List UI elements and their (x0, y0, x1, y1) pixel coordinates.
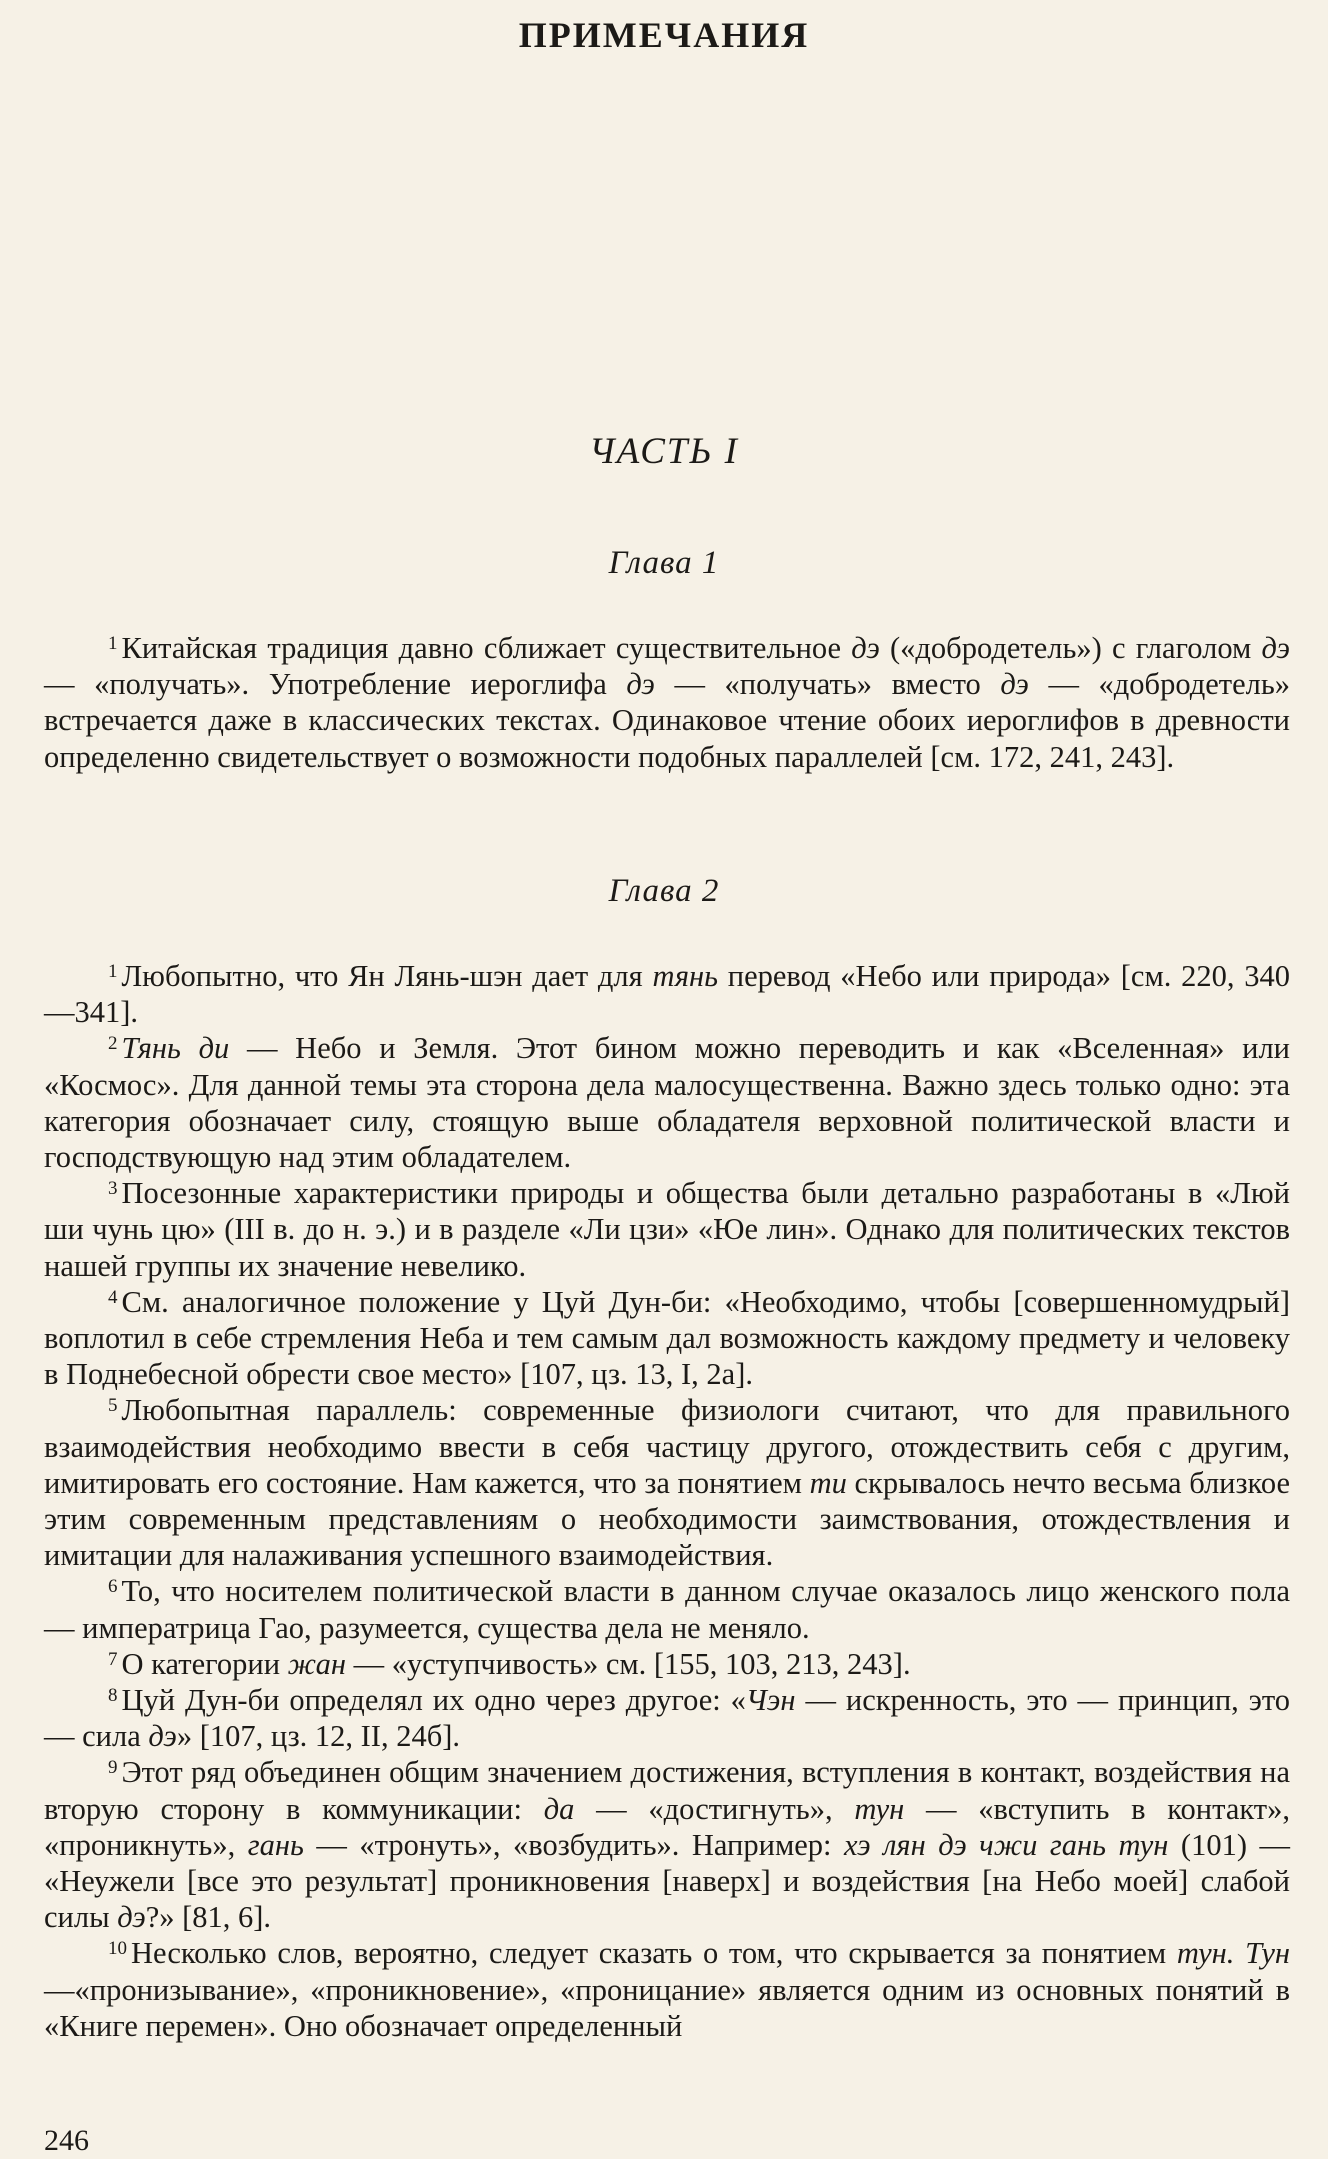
note-text: — «достигнуть», (574, 1791, 855, 1826)
note-text: Цуй Дун-би определял их одно через другое: « (121, 1683, 746, 1718)
chapter-1-title: Глава 1 (608, 545, 720, 581)
note-number: 7 (108, 1648, 118, 1670)
note-number: 5 (108, 1395, 118, 1417)
note-text: — «добродетель» встречается даже в классических текстах. Одинаковое чтение обоих иероглифов в древности определенно свидетельствует о возможности подобных параллелей [см. 172, 241, 243]. (44, 667, 1290, 774)
note-number: 6 (108, 1576, 118, 1598)
note (44, 1682, 1290, 1754)
note (44, 1392, 1290, 1573)
note-term: гань (247, 1827, 304, 1862)
chapter-2-title: Глава 2 (608, 873, 720, 909)
note-text: О категории (121, 1646, 288, 1681)
note-text: — «получать» вместо (654, 667, 1001, 702)
note-text: — Небо и Земля. Этот бином можно переводить и как «Вселенная» или «Космос». Для данной темы эта сторона дела малосущественна. Важно здесь только одно: эта категория обозначает силу, стоящую выше обладателя верховной политической власти и господствующую над этим обладателем. (44, 1031, 1290, 1175)
note-term: дэ (626, 667, 655, 702)
note-term: дэ (148, 1719, 177, 1754)
note-term: Чэн (745, 1683, 796, 1718)
note-text: » [107, цз. 12, II, 24б]. (176, 1719, 460, 1754)
note-term: тун. Тун (1176, 1936, 1290, 1971)
note-text: Посезонные характеристики природы и общества были детально разработаны в «Люй ши чунь цю» (III в. до н. э.) и в разделе «Ли цзи» «Юе лин». Однако для политических текстов нашей группы их значение невелико. (44, 1176, 1290, 1283)
note-text: — «вступить в контакт», «проникнуть», (44, 1791, 1290, 1862)
note-term: дэ (117, 1900, 146, 1935)
note-number: 9 (108, 1757, 118, 1779)
note-text: скрывалось нечто весьма близкое этим современным представлениям о необходимости заимствования, отождествления и имитации для налаживания успешного взаимодействия. (44, 1465, 1290, 1573)
note-number: 1 (108, 961, 118, 982)
note-text: — искренность, это — принцип, это — сила (44, 1683, 1290, 1754)
note-text: Любопытная параллель: современные физиологи считают, что для правильного взаимодействия необходимо ввести в себя частицу другого, отождествить себя с другим, имитировать его состояние. Нам кажется, что за понятием (44, 1393, 1290, 1500)
note-number: 8 (108, 1685, 118, 1707)
note-text: Этот ряд объединен общим значением достижения, вступления в контакт, воздействия на вторую сторону в коммуникации: (44, 1755, 1290, 1826)
note (44, 1573, 1290, 1645)
note-text: Любопытно, что Ян Лянь-шэн дает для (121, 959, 653, 993)
note-text: — «тронуть», «возбудить». Например: (303, 1827, 845, 1862)
note-term: дэ (1000, 667, 1029, 702)
note (44, 1030, 1290, 1175)
note-text: перевод «Небо или природа» [см. 220, 340—341]. (44, 959, 1290, 1030)
note-text: Китайская традиция давно сближает существительное (121, 631, 852, 665)
chapter-1-notes (44, 630, 1290, 775)
note-number: 1 (108, 633, 118, 654)
note-term: дэ (1261, 631, 1290, 665)
note-term: хэ лян дэ чжи гань тун (844, 1827, 1169, 1862)
note-term: Тянь ди (121, 1031, 230, 1066)
note-term: тун (854, 1791, 905, 1826)
note-term: да (543, 1791, 575, 1826)
page-title: ПРИМЕЧАНИЯ (518, 15, 810, 55)
note-term: жан (287, 1646, 347, 1681)
note (44, 1646, 1290, 1682)
note-text: (101) — «Неужели [все это результат] проникновения [наверх] и воздействия [на Небо моей] слабой силы (44, 1827, 1290, 1935)
note (44, 1754, 1290, 1935)
chapter-2-notes (44, 958, 1290, 2044)
note (44, 958, 1290, 1030)
note-number: 10 (108, 1938, 127, 1960)
note-text: См. аналогичное положение у Цуй Дун-би: «Необходимо, чтобы [совершенномудрый] воплотил в себе стремления Неба и тем самым дал возможность каждому предмету и человеку в Поднебесной обрести свое место» [107, цз. 13, I, 2а]. (44, 1284, 1290, 1392)
note-number: 3 (108, 1178, 118, 1200)
note-term: тянь (652, 959, 719, 993)
note-term: ти (809, 1465, 847, 1500)
note-number: 2 (108, 1033, 118, 1055)
page-number: 246 (44, 2124, 89, 2157)
note-text: — «получать». Употребление иероглифа (44, 667, 627, 702)
note (44, 1284, 1290, 1393)
note-text: ?» [81, 6]. (145, 1900, 272, 1935)
part-title: ЧАСТЬ I (589, 431, 739, 472)
note-number: 4 (108, 1286, 118, 1308)
note (44, 630, 1290, 775)
note-text: —«пронизывание», «проникновение», «проницание» является одним из основных понятий в «Книге перемен». Оно обозначает определенный (44, 1972, 1290, 2043)
note-term: дэ (851, 631, 880, 665)
note-text: Несколько слов, вероятно, следует сказать о том, что скрывается за понятием (131, 1936, 1177, 1971)
note-text: — «уступчивость» см. [155, 103, 213, 243]. (346, 1646, 911, 1681)
note (44, 1935, 1290, 2044)
note-text: То, что носителем политической власти в данном случае оказалось лицо женского пола — императрица Гао, разумеется, существа дела не меняло. (44, 1574, 1290, 1645)
note (44, 1175, 1290, 1284)
note-text: («добродетель») с глаголом (879, 631, 1262, 665)
